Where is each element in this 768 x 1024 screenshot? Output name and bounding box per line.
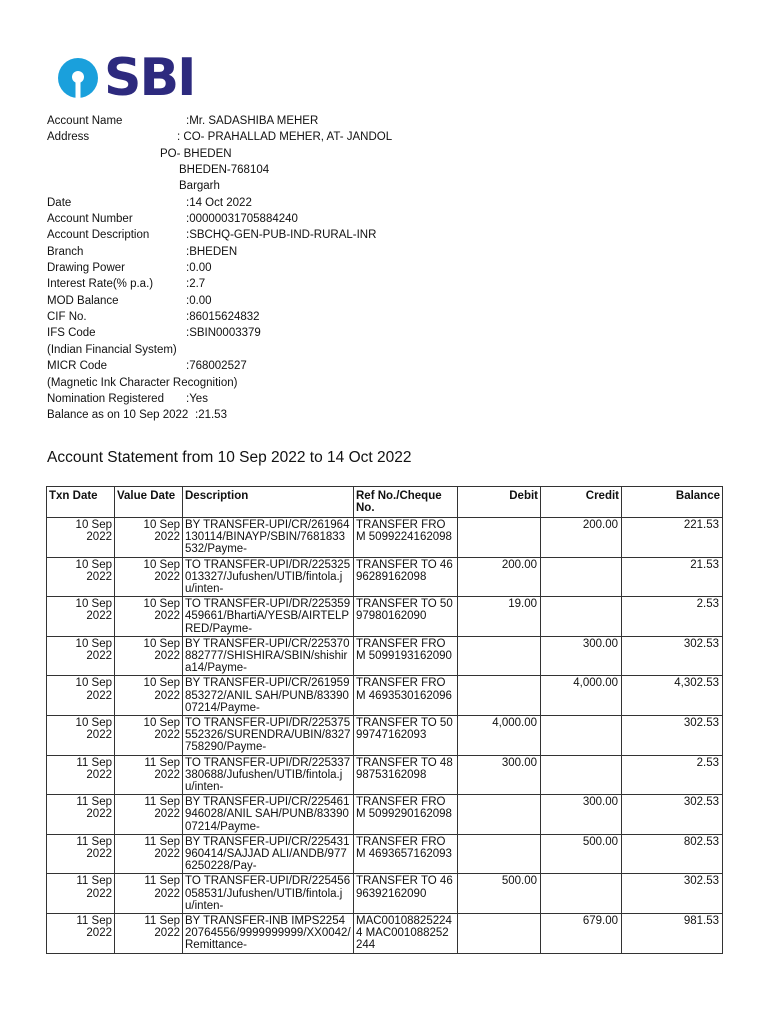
info-row	[47, 276, 467, 292]
cell-description-text: TO TRANSFER-UPI/DR/225456058531/Jufushen/UTIB/fintola.ju/inten-	[185, 875, 351, 912]
info-label: Branch	[47, 245, 84, 258]
cell-ref	[354, 834, 458, 874]
info-row	[47, 129, 467, 145]
cell-description	[183, 834, 354, 874]
cell-value-date	[115, 874, 183, 914]
col-credit: Credit	[541, 487, 622, 518]
cell-description-text: TO TRANSFER-UPI/DR/225337380688/Jufushen/UTIB/fintola.ju/inten-	[185, 756, 351, 793]
cell-debit-text: 500.00	[501, 875, 537, 888]
cell-txn-date	[47, 874, 115, 914]
cell-description-text: BY TRANSFER-UPI/CR/225431960414/SAJJAD ALI/ANDB/9776250228/Pay-	[185, 835, 350, 873]
info-value: :0.00	[186, 294, 212, 307]
cell-description	[183, 874, 354, 914]
cell-txn-date-text: 10 Sep 2022	[75, 519, 112, 544]
cell-txn-date-text: 11 Sep 2022	[76, 796, 112, 821]
info-value: :00000031705884240	[186, 213, 298, 226]
info-label: MICR Code	[47, 360, 108, 373]
cell-description	[183, 715, 354, 755]
cell-balance	[622, 874, 723, 914]
cell-debit-text: 200.00	[501, 558, 537, 571]
info-label: Account Description	[47, 229, 150, 242]
cell-description	[183, 755, 354, 795]
info-label: Nomination Registered	[47, 392, 164, 405]
cell-ref	[354, 715, 458, 755]
cell-credit	[541, 597, 622, 637]
cell-ref-text: TRANSFER FROM 4693530162096	[356, 677, 452, 702]
cell-credit-text: 200.00	[582, 519, 618, 531]
table-row	[47, 676, 723, 716]
cell-description-text: BY TRANSFER-UPI/CR/261959853272/ANIL SAH/PUNB/8339007214/Payme-	[185, 677, 350, 714]
cell-debit	[458, 597, 541, 637]
table-row	[47, 795, 723, 835]
cell-debit-text: 19.00	[508, 598, 537, 611]
cell-description-text: BY TRANSFER-UPI/CR/225461946028/ANIL SAH/PUNB/8339007214/Payme-	[185, 796, 350, 833]
info-label: Balance as on 10 Sep 2022	[47, 409, 189, 422]
info-row	[47, 146, 467, 162]
cell-debit-text: 300.00	[501, 756, 537, 769]
cell-txn-date	[47, 597, 115, 637]
info-label: Account Name	[47, 115, 123, 127]
cell-value-date-text: 11 Sep 2022	[144, 756, 180, 781]
cell-txn-date-text: 11 Sep 2022	[76, 875, 112, 900]
cell-credit	[541, 636, 622, 676]
cell-credit	[541, 913, 622, 953]
cell-ref	[354, 557, 458, 597]
cell-description	[183, 518, 354, 558]
info-value: :768002527	[186, 360, 247, 373]
cell-balance-text: 302.53	[683, 875, 719, 888]
cell-txn-date	[47, 636, 115, 676]
col-balance: Balance	[622, 487, 723, 518]
table-header-row	[47, 487, 723, 518]
cell-credit	[541, 676, 622, 716]
cell-txn-date	[47, 795, 115, 835]
cell-debit	[458, 557, 541, 597]
info-row	[47, 309, 467, 325]
cell-value-date-text: 10 Sep 2022	[143, 637, 180, 662]
cell-balance-text: 981.53	[683, 914, 719, 927]
cell-txn-date	[47, 557, 115, 597]
cell-value-date	[115, 636, 183, 676]
cell-balance-text: 221.53	[683, 519, 719, 531]
table-row	[47, 518, 723, 558]
cell-value-date-text: 11 Sep 2022	[144, 914, 180, 940]
cell-value-date	[115, 715, 183, 755]
info-value: : CO- PRAHALLAD MEHER, AT- JANDOL	[177, 131, 393, 144]
table-row	[47, 597, 723, 637]
cell-ref-text: TRANSFER FROM 5099224162098	[356, 519, 452, 544]
cell-ref-text: TRANSFER TO 4898753162098	[356, 756, 453, 781]
cell-value-date	[115, 557, 183, 597]
cell-description	[183, 597, 354, 637]
cell-credit	[541, 518, 622, 558]
cell-balance-text: 802.53	[683, 835, 719, 848]
cell-balance	[622, 913, 723, 953]
cell-ref-text: TRANSFER FROM 5099290162098	[356, 796, 452, 821]
cell-ref-text: TRANSFER TO 4696392162090	[356, 875, 453, 900]
cell-balance	[622, 755, 723, 795]
info-row	[47, 162, 467, 178]
cell-txn-date-text: 10 Sep 2022	[75, 637, 112, 662]
info-value: :2.7	[186, 278, 206, 291]
cell-balance-text: 4,302.53	[674, 677, 719, 690]
info-label: CIF No.	[47, 311, 87, 324]
cell-credit	[541, 795, 622, 835]
table-row	[47, 715, 723, 755]
info-value: :0.00	[186, 262, 212, 275]
cell-credit-text: 4,000.00	[573, 677, 618, 690]
info-label: Address	[47, 131, 90, 144]
cell-txn-date-text: 11 Sep 2022	[76, 914, 112, 940]
info-row	[47, 260, 467, 276]
cell-credit	[541, 557, 622, 597]
cell-ref	[354, 597, 458, 637]
info-row	[47, 342, 467, 358]
cell-ref	[354, 676, 458, 716]
info-row	[47, 358, 467, 374]
cell-value-date-text: 10 Sep 2022	[143, 598, 180, 623]
cell-debit	[458, 834, 541, 874]
cell-balance-text: 302.53	[683, 796, 719, 809]
info-label: Drawing Power	[47, 262, 125, 275]
col-txn-date: Txn Date	[47, 487, 115, 518]
cell-credit	[541, 834, 622, 874]
cell-value-date-text: 10 Sep 2022	[143, 558, 180, 583]
info-row	[47, 391, 467, 407]
info-row	[47, 211, 467, 227]
cell-balance	[622, 834, 723, 874]
cell-ref	[354, 755, 458, 795]
cell-balance	[622, 715, 723, 755]
cell-credit-text: 679.00	[582, 914, 618, 927]
cell-credit	[541, 755, 622, 795]
cell-debit	[458, 795, 541, 835]
cell-debit	[458, 518, 541, 558]
info-value: :14 Oct 2022	[186, 196, 252, 209]
cell-description-text: TO TRANSFER-UPI/DR/225359459661/BhartiA/YESB/AIRTELPRED/Payme-	[185, 598, 351, 635]
cell-description-text: BY TRANSFER-INB IMPS225420764556/9999999999/XX0042/Remittance-	[185, 914, 351, 952]
cell-balance-text: 2.53	[696, 756, 719, 769]
cell-credit-text: 300.00	[582, 637, 618, 650]
info-label: IFS Code	[47, 327, 96, 340]
info-row	[47, 407, 467, 423]
account-info	[47, 113, 467, 424]
cell-ref	[354, 518, 458, 558]
sbi-logo	[56, 48, 195, 108]
cell-ref-text: TRANSFER TO 4696289162098	[356, 558, 453, 583]
cell-balance-text: 2.53	[696, 598, 719, 611]
transactions-table	[46, 486, 723, 954]
cell-credit-text: 300.00	[582, 796, 618, 809]
info-value: :Yes	[186, 392, 208, 405]
cell-balance	[622, 636, 723, 676]
cell-txn-date	[47, 676, 115, 716]
info-row	[47, 244, 467, 260]
info-value: :Mr. SADASHIBA MEHER	[186, 115, 319, 127]
cell-txn-date	[47, 834, 115, 874]
col-value-date: Value Date	[115, 487, 183, 518]
cell-txn-date	[47, 715, 115, 755]
info-value: :SBIN0003379	[186, 327, 261, 340]
col-description: Description	[183, 487, 354, 518]
cell-value-date	[115, 597, 183, 637]
info-label: (Magnetic Ink Character Recognition)	[47, 376, 238, 389]
cell-description	[183, 557, 354, 597]
info-label: Date	[47, 196, 72, 209]
cell-balance	[622, 676, 723, 716]
table-row	[47, 636, 723, 676]
cell-description-text: TO TRANSFER-UPI/DR/225325013327/Jufushen/UTIB/fintola.ju/inten-	[185, 558, 351, 595]
cell-ref-text: MAC001088252244 MAC001088252244	[356, 914, 452, 952]
cell-description	[183, 913, 354, 953]
cell-balance-text: 302.53	[683, 716, 719, 729]
table-row	[47, 834, 723, 874]
cell-value-date	[115, 795, 183, 835]
cell-value-date-text: 10 Sep 2022	[143, 519, 180, 544]
col-ref: Ref No./Cheque No.	[354, 487, 458, 518]
cell-balance	[622, 518, 723, 558]
info-value: Bargarh	[179, 180, 220, 193]
cell-value-date	[115, 834, 183, 874]
info-row	[47, 113, 467, 129]
info-label: Interest Rate(% p.a.)	[47, 278, 154, 291]
cell-debit	[458, 874, 541, 914]
cell-credit	[541, 874, 622, 914]
cell-ref-text: TRANSFER TO 5099747162093	[356, 716, 453, 742]
cell-debit-text: 4,000.00	[492, 716, 537, 729]
brand-name: SBI	[104, 48, 195, 108]
info-row	[47, 325, 467, 341]
cell-value-date	[115, 755, 183, 795]
cell-description-text: BY TRANSFER-UPI/CR/261964130114/BINAYP/SBIN/7681833532/Payme-	[185, 519, 350, 556]
cell-ref	[354, 913, 458, 953]
cell-description	[183, 676, 354, 716]
info-value: :21.53	[195, 409, 227, 422]
table-row	[47, 557, 723, 597]
cell-debit	[458, 913, 541, 953]
cell-value-date-text: 11 Sep 2022	[144, 875, 180, 900]
cell-txn-date-text: 10 Sep 2022	[75, 598, 112, 623]
info-value: :SBCHQ-GEN-PUB-IND-RURAL-INR	[186, 229, 377, 242]
table-row	[47, 755, 723, 795]
cell-description-text: BY TRANSFER-UPI/CR/225370882777/SHISHIRA/SBIN/shishira14/Payme-	[185, 637, 350, 675]
table-row	[47, 874, 723, 914]
cell-value-date	[115, 676, 183, 716]
cell-value-date-text: 11 Sep 2022	[144, 835, 180, 860]
cell-debit	[458, 755, 541, 795]
cell-txn-date	[47, 518, 115, 558]
info-row	[47, 293, 467, 309]
cell-ref	[354, 874, 458, 914]
cell-description-text: TO TRANSFER-UPI/DR/225375552326/SURENDRA/UBIN/8327758290/Payme-	[185, 716, 351, 754]
cell-debit	[458, 676, 541, 716]
info-label: Account Number	[47, 213, 133, 226]
info-label: (Indian Financial System)	[47, 343, 177, 356]
cell-credit	[541, 715, 622, 755]
sbi-keyhole-icon	[56, 56, 100, 100]
cell-txn-date-text: 10 Sep 2022	[75, 677, 112, 702]
col-debit: Debit	[458, 487, 541, 518]
cell-balance	[622, 597, 723, 637]
cell-txn-date	[47, 755, 115, 795]
cell-balance-text: 302.53	[683, 637, 719, 650]
cell-value-date	[115, 913, 183, 953]
info-value: :86015624832	[186, 311, 260, 324]
cell-balance	[622, 795, 723, 835]
cell-credit-text: 500.00	[582, 835, 618, 848]
cell-value-date-text: 10 Sep 2022	[143, 677, 180, 702]
info-label: MOD Balance	[47, 294, 119, 307]
cell-balance-text: 21.53	[690, 558, 719, 571]
cell-description	[183, 636, 354, 676]
info-value: :BHEDEN	[186, 245, 238, 258]
cell-balance	[622, 557, 723, 597]
info-value: PO- BHEDEN	[160, 147, 232, 160]
info-value: BHEDEN-768104	[179, 164, 270, 177]
cell-value-date-text: 11 Sep 2022	[144, 796, 180, 821]
table-row	[47, 913, 723, 953]
cell-txn-date	[47, 913, 115, 953]
cell-debit	[458, 636, 541, 676]
info-row	[47, 195, 467, 211]
cell-ref-text: TRANSFER FROM 4693657162093	[356, 835, 452, 860]
cell-ref	[354, 636, 458, 676]
cell-ref	[354, 795, 458, 835]
cell-description	[183, 795, 354, 835]
cell-value-date-text: 10 Sep 2022	[143, 716, 180, 742]
info-row	[47, 227, 467, 243]
statement-title: Account Statement from 10 Sep 2022 to 14 Oct 2022	[47, 449, 412, 466]
cell-txn-date-text: 10 Sep 2022	[75, 558, 112, 583]
info-row	[47, 375, 467, 391]
cell-txn-date-text: 10 Sep 2022	[75, 716, 112, 742]
info-row	[47, 178, 467, 194]
cell-ref-text: TRANSFER TO 5097980162090	[356, 598, 453, 623]
cell-txn-date-text: 11 Sep 2022	[76, 756, 112, 781]
cell-ref-text: TRANSFER FROM 5099193162090	[356, 637, 452, 662]
cell-txn-date-text: 11 Sep 2022	[76, 835, 112, 860]
cell-value-date	[115, 518, 183, 558]
cell-debit	[458, 715, 541, 755]
